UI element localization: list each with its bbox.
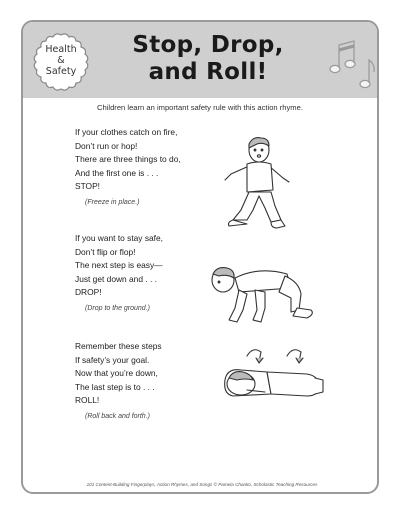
title-line-1: Stop, Drop, — [132, 32, 284, 58]
verse-1 — [75, 126, 181, 211]
verse-note: (Roll back and forth.) — [85, 412, 150, 420]
verse-line: If you want to stay safe, — [75, 233, 163, 243]
verse-line: DROP! — [75, 287, 102, 298]
verse-note: (Freeze in place.) — [85, 198, 140, 206]
verse-line: The next step is easy— — [75, 260, 163, 271]
health-safety-badge — [31, 32, 91, 92]
verse-3 — [75, 340, 162, 425]
badge-line-2: & — [57, 55, 65, 66]
title-line-2: and Roll! — [148, 59, 268, 85]
verse-line: ROLL! — [75, 395, 100, 406]
verse-note: (Drop to the ground.) — [85, 304, 150, 312]
footer-credit: 101 Content-Building Fingerplays, Action Rhymes, and Songs © Pamela Chanko, Scholastic Teaching Resources — [86, 482, 318, 487]
verse-line: Just get down and . . . — [75, 273, 157, 284]
badge-line-3: Safety — [45, 66, 77, 77]
verse-line: Don’t run or hop! — [75, 140, 138, 151]
verse-line: STOP! — [75, 181, 100, 192]
verse-line: If safety’s your goal. — [75, 354, 150, 365]
intro-text: Children learn an important safety rule with this action rhyme. — [97, 103, 303, 112]
drop-child-figure — [199, 244, 323, 328]
worksheet-page — [21, 20, 379, 494]
verse-line: Now that you’re down, — [75, 368, 158, 379]
verse-line: There are three things to do, — [75, 154, 181, 165]
music-notes-icon — [327, 36, 379, 90]
badge-line-1: Health — [45, 44, 77, 55]
verse-line: And the first one is . . . — [75, 167, 159, 178]
stop-child-figure — [219, 134, 305, 234]
verse-line: Don’t flip or flop! — [75, 246, 136, 257]
verse-2 — [75, 232, 163, 317]
verse-line: The last step is to . . . — [75, 381, 155, 392]
verse-line: Remember these steps — [75, 341, 162, 351]
verse-line: If your clothes catch on fire, — [75, 127, 178, 137]
roll-child-figure — [207, 344, 327, 422]
page-title — [103, 32, 313, 86]
